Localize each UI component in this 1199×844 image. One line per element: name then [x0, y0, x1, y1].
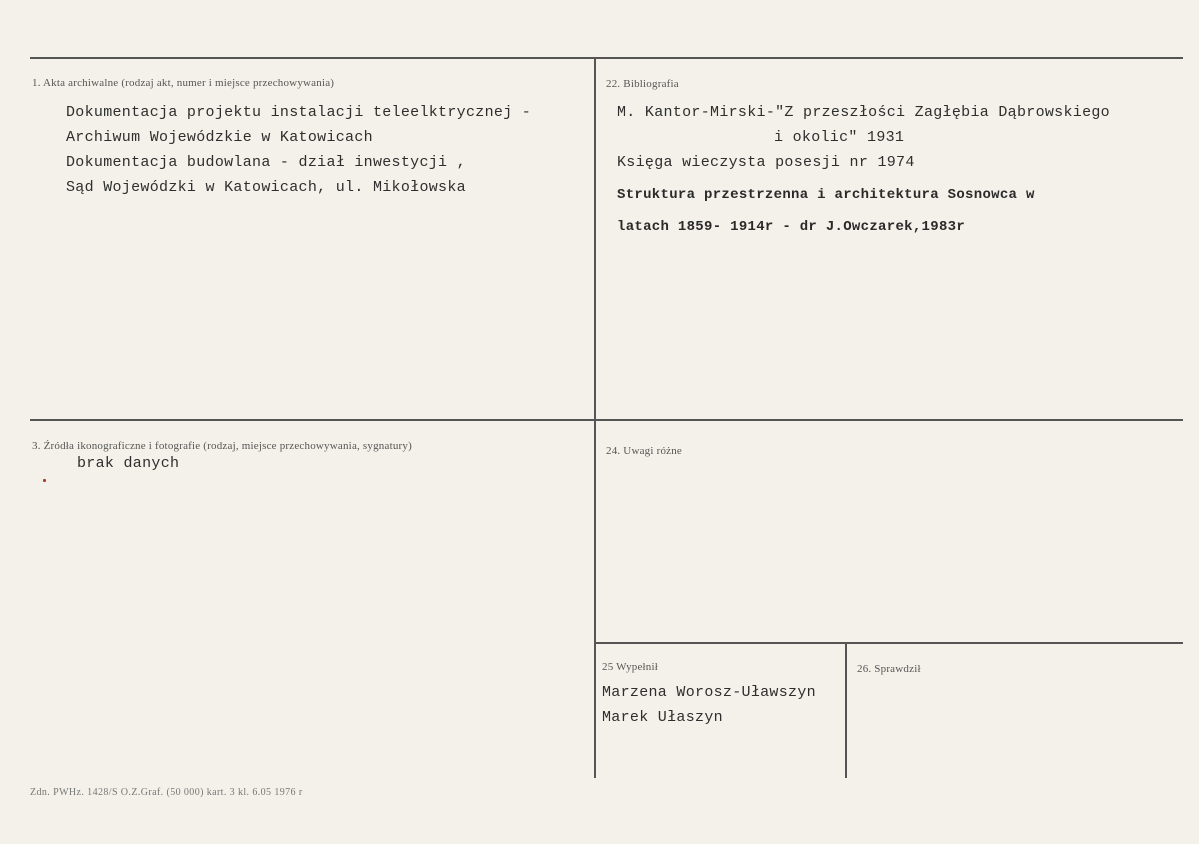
bibliography-line-2: i okolic" 1931 — [774, 129, 905, 146]
iconographic-sources-label: 3. Źródła ikonograficzne i fotografie (rodzaj, miejsce przechowywania, sygnatury) — [32, 440, 412, 452]
center-divider — [594, 58, 596, 778]
archival-records-label: 1. Akta archiwalne (rodzaj akt, numer i miejsce przechowywania) — [32, 77, 335, 89]
iconographic-sources-line-1: brak danych — [77, 455, 180, 472]
middle-rule — [30, 419, 1183, 421]
remarks-label: 24. Uwagi różne — [606, 445, 683, 457]
bibliography-label: 22. Bibliografia — [606, 78, 679, 90]
bibliography-line-5: latach 1859- 1914r - dr J.Owczarek,1983r — [617, 219, 966, 235]
archival-records-line-1: Dokumentacja projektu instalacji teleelktrycznej - — [66, 104, 532, 121]
archival-records-line-2: Archiwum Wojewódzkie w Katowicach — [66, 129, 373, 146]
bibliography-line-1: M. Kantor-Mirski-"Z przeszłości Zagłębia Dąbrowskiego — [617, 104, 1110, 121]
top-rule — [30, 57, 1183, 59]
filled-by-label: 25 Wypełnił — [602, 661, 659, 673]
signature-rule — [595, 642, 1183, 644]
archival-records-line-3: Dokumentacja budowlana - dział inwestycji , — [66, 154, 466, 171]
filled-by-name-2: Marek Ułaszyn — [602, 709, 723, 726]
filled-by-name-1: Marzena Worosz-Uławszyn — [602, 684, 816, 701]
ink-speck — [43, 479, 46, 482]
bibliography-line-4: Struktura przestrzenna i architektura Sosnowca w — [617, 187, 1035, 203]
archival-records-line-4: Sąd Wojewódzki w Katowicach, ul. Mikołowska — [66, 179, 466, 196]
checked-by-label: 26. Sprawdził — [857, 663, 921, 675]
signature-divider — [845, 643, 847, 778]
print-imprint: Zdn. PWHz. 1428/S O.Z.Graf. (50 000) kart. 3 kl. 6.05 1976 r — [30, 787, 303, 798]
bibliography-line-3: Księga wieczysta posesji nr 1974 — [617, 154, 915, 171]
